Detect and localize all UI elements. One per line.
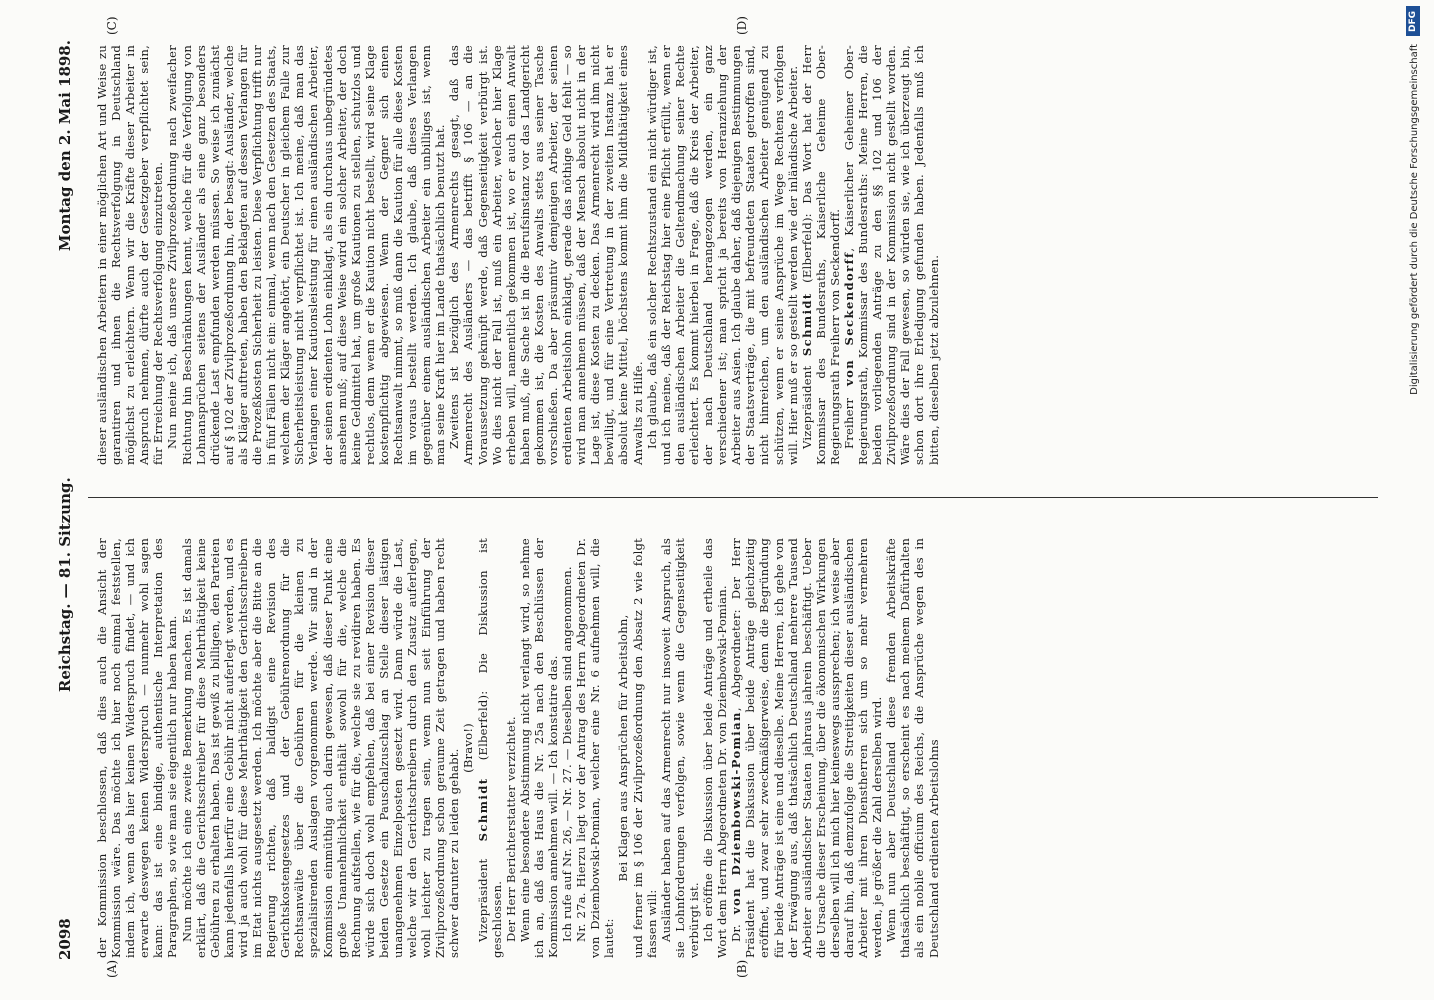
paragraph: dieser ausländischen Arbeitern in einer möglichen Art und Weise zu garantiren und ihnen die Rechtsverfolgung in Deutschland möglichst zu erleichtern. Wenn wir die Kräfte dieser Arbeiter in Anspruch nehmen, dürfte auch der Gesetzgeber verpflichtet sein, für Erreichung der Rechtsverfolgung einzutreten. — [95, 45, 166, 465]
paragraph — [729, 538, 884, 958]
speaker-title: Vizepräsident — [475, 841, 490, 942]
paragraph: Der Herr Berichterstatter verzichtet. — [503, 716, 518, 942]
right-column — [95, 45, 1360, 465]
session-title: Reichstag. — 81. Sitzung. — [56, 477, 74, 693]
quoted-amendment: Bei Klagen aus Ansprüchen für Arbeitslohn, — [616, 614, 631, 882]
paragraph-text: (Elberfeld): Die Diskussion ist geschlossen. — [475, 538, 504, 958]
paragraph: und ferner im § 106 der Zivilprozeßordnung den Absatz 2 wie folgt fassen will: — [630, 538, 659, 958]
paragraph — [476, 538, 504, 958]
paragraph — [842, 45, 941, 465]
speaker-name: von Seckendorff — [841, 251, 856, 387]
paragraph: Wenn eine besondere Abstimmung nicht verlangt wird, so nehme ich an, daß das Haus die Nr. 25a nach den Beschlüssen der Kommission annehmen will. — Ich konstatire das. — [517, 538, 560, 958]
dfg-logo: DFG — [1406, 6, 1420, 36]
paragraph: Wenn nun aber Deutschland diese fremden Arbeitskräfte thatsächlich beschäftigt, so erscheint es nach meinem Dafürhalten als ein nobile officium des Reichs, die Ansprüche wegen des in Deutschland erdienten Arbeitslohns — [884, 538, 941, 958]
applause-note: (Bravo!) — [461, 723, 476, 773]
left-column — [95, 538, 1360, 958]
paragraph: Nun möchte ich eine zweite Bemerkung machen. Es ist damals erklärt, daß die Gerichtsschreiber für diese Mehrthätigkeit keine Gebühren zu erhalten haben. Das ist gewiß zu billigen, den Parteien kann jedenfalls hierfür eine Gebühr nicht auferlegt werden, und es wird ja auch wohl für diese Mehrthätigkeit den Gerichtsschreibern im Etat nichts ausgesetzt werden. Ich möchte aber die Bitte an die Regierung richten, daß baldigst eine Revision des Gerichtskostengesetzes und der Gebührenordnung für die Rechtsanwälte über die Gebühren für die kleinen zu spezialisirenden Auslagen vorgenommen werde. Wir sind in der Kommission einmüthig auch darin gewesen, daß dieser Punkt eine große Unannehmlichkeit enthält sowohl für die, welche die Rechnung aufstellen, wie für die, welche sie zu revidiren haben. Es würde sich doch wohl empfehlen, daß bei einer Revision dieser beiden Gesetze ein Pauschalzuschlag an Stelle dieser lästigen unangenehmen Einzelposten gesetzt wird. Dann würde die Last, welche wir den Gerichtschreibern durch den Zusatz auferlegen, wohl leichter zu tragen sein, wenn nun seit Einführung der Zivilprozeßordnung schon geraume Zeit getragen und haben recht schwer darunter zu leiden gehabt. — [179, 538, 462, 958]
speaker-name: Schmidt — [799, 292, 814, 357]
paragraph: Ich glaube, daß ein solcher Rechtszustand ein nicht würdiger ist, und ich meine, daß der Reichstag hier eine Pflicht erfüllt, wenn er den ausländischen Arbeiter die Geltendmachung seiner Rechte erleichtert. Es kommt hierbei in Frage, daß die Kreis der Arbeiter, der nach Deutschland herangezogen werden, ein ganz verschiedener ist; man spricht ja bereits von Heranziehung der Arbeiter aus Asien. Ich glaube daher, daß diejenigen Bestimmungen der Staatsverträge, die mit befreundeten Staaten getroffen sind, nicht hinreichen, um den ausländischen Arbeiter genügend zu schützen, wenn er seine Ansprüche im Wege Rechtens verfolgen will. Hier muß er so gestellt werden wie der inländische Arbeiter. — [644, 45, 800, 465]
paragraph-text: , Abgeordneter: Der Herr Präsident hat die Diskussion über beide Anträge gleichzeitig eröffnet, und zwar sehr zweckmäßigerweise, denn die Begründung für beide Anträge ist eine und dieselbe. Meine Herren, ich gehe von der Erwägung aus, daß thatsächlich Deutschland mehrere Tausend Arbeiter ausländischer Staaten jahraus jahrein beschäftigt. Ueber die Ursache dieser Erscheinung, über die ökonomischen Wirkungen derselben will ich mich hier keineswegs aussprechen; ich weise aber darauf hin, daß demzufolge die Streitigkeiten dieser ausländischen Arbeiter mit ihren Dienstherren sich um so mehr vermehren werden, je größer die Zahl derselben wird. — [729, 538, 885, 958]
digitization-sidebar — [1404, 0, 1428, 1000]
paragraph: Zweitens ist bezüglich des Armenrechts gesagt, daß das Armenrecht des Ausländers — das betrifft § 106 — an die Voraussetzung geknüpft werde, daß Gegenseitigkeit verbürgt ist. Wo dies nicht der Fall ist, muß ein Arbeiter, welcher hier Klage erheben will, namentlich gekommen ist, wo er auch einen Anwalt haben muß, die Sache ist in die Berufsinstanz vor das Landgericht gekommen ist, die Kosten des Anwalts stets aus seiner Tasche vorschießen. Da aber präsumtiv demjenigen Arbeiter, der seinen erdienten Arbeitslohn einklagt, gerade das nöthige Geld fehlt — so wird man annehmen müssen, daß der Mensch absolut nicht in der Lage ist, diese Kosten zu decken. Das Armenrecht wird ihm nicht bewilligt, und für eine Vertretung in der zweiten Instanz hat er absolut keine Mittel, höchstens kommt ihm die Mildthätigkeit eines Anwalts zu Hilfe. — [447, 45, 645, 465]
paragraph-text: , Kaiserlicher Geheimer Ober-Regierungsrath, Kommissar des Bundesraths: Meine Herren, die beiden vorliegenden Anträge zu den §§ 102 und 106 der Zivilprozeßordnung sind in der Kommission nicht gestellt worden. Wäre dies der Fall gewesen, so würden sie, wie ich überzeugt bin, schon dort ihre Erledigung gefunden haben. Jedenfalls muß ich bitten, dieselben jetzt abzulehnen. — [841, 45, 941, 465]
page-header — [56, 40, 78, 960]
digitization-credit: Digitalisierung gefördert durch die Deutsche Forschungsgemeinschaft — [1409, 44, 1420, 395]
paragraph — [800, 45, 842, 465]
page-number: 2098 — [56, 918, 74, 960]
paragraph: Ich rufe auf Nr. 26, — Nr. 27. — Dieselben sind angenommen. — [560, 566, 575, 942]
paragraph: Nun meine ich, daß unsere Zivilprozeßordnung nach zweifacher Richtung hin Beschränkungen kennt, welche für die Verfolgung von Lohnansprüchen seitens der Ausländer als eine ganz besonders drückende Last empfunden werden müssen. So weise ich zunächst auf § 102 der Zivilprozeßordnung hin, der besagt: Ausländer, welche als Kläger auftreten, haben den Beklagten auf dessen Verlangen für die Prozeßkosten Sicherheit zu leisten. Diese Verpflichtung trifft nur in fünf Fällen nicht ein: einmal, wenn nach den Gesetzen des Staats, welchem der Kläger angehört, ein Deutscher in gleichem Falle zur Sicherheitsleistung nicht verpflichtet ist. Ich meine, daß man das Verlangen einer Kautionsleistung für einen ausländischen Arbeiter, der seinen erdienten Lohn einklagt, als ein durchaus unbegründetes ansehen muß; auf diese Weise wird ein solcher Arbeiter, der doch keine Geldmittel hat, um große Kautionen zu stellen, schutzlos und rechtlos, denn wenn er die Kaution nicht bestellt, wird seine Klage kostenpflichtig abgewiesen. Wenn der Gegner sich einen Rechtsanwalt nimmt, so muß dann die Kaution für alle diese Kosten im voraus bestellt werden. Ich glaube, daß dieses Verlangen gegenüber einem ausländischen Arbeiter ein unbilliges ist, wenn man seine Kraft hier im Lande thatsächlich benutzt hat. — [165, 45, 448, 465]
speaker-title: Vizepräsident — [799, 356, 814, 449]
speaker-name: von Dziembowski-Pomian — [729, 711, 744, 915]
session-date: Montag den 2. Mai 1898. — [56, 40, 74, 252]
speaker-title: Dr. — [729, 914, 744, 942]
paragraph: Ich eröffne die Diskussion über beide Anträge und ertheile das Wort dem Herrn Abgeordneten Dr. von Dziembowski-Pomian. — [701, 538, 730, 958]
margin-mark-a: (A) — [105, 959, 119, 978]
margin-mark-c: (C) — [105, 16, 119, 35]
paragraph-text: (Elberfeld): Das Wort hat der Herr Kommissar des Bundesraths, Kaiserliche Geheime Ober-Regierungsrath Freiherr von Seckendorff. — [799, 45, 842, 465]
paragraph: der Kommission beschlossen, daß dies auch die Ansicht der Kommission wäre. Das möchte ich hier noch einmal feststellen, indem ich, wenn das hier keinen Widerspruch findet, — und ich erwarte deswegen keinen Widerspruch — nunmehr wohl sagen kann: das ist eine bindige, authentische Interpretation des Paragraphen, so wie man sie eigentlich nur haben kann. — [95, 538, 180, 958]
speaker-title: Freiherr — [841, 386, 856, 449]
margin-mark-d: (D) — [735, 16, 749, 35]
quoted-amendment: Ausländer haben auf das Armenrecht nur insoweit Anspruch, als sie Lohnforderungen verfolgen, sowie wenn die Gegenseitigkeit verbürgt ist. — [658, 538, 701, 958]
column-divider — [88, 497, 1378, 498]
paragraph: Nr. 27a. Hierzu liegt vor der Antrag des Herrn Abgeordneten Dr. von Dziembowski-Pomian, welcher eine Nr. 6 aufnehmen will, die lautet: — [574, 538, 617, 958]
margin-mark-b: (B) — [735, 959, 749, 978]
speaker-name: Schmidt — [475, 777, 490, 842]
